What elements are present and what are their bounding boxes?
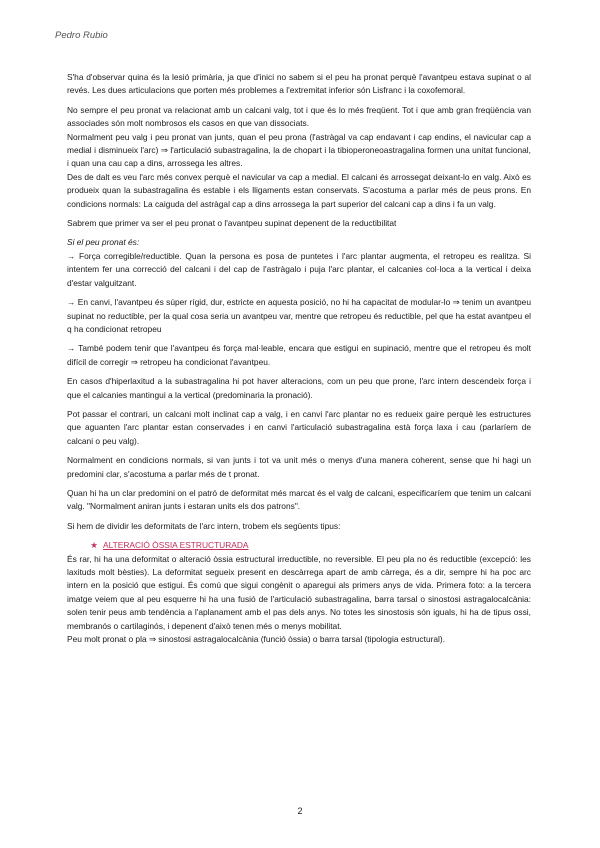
paragraph: Normalment peu valg i peu pronat van junts, quan el peu prona (l'astràgal va cap endavant i cap endins, el navicular cap a medial i disminueix l'arc) ⇒ l'articulació subastragalina, la de chopart i la tibioperoneoastragalina formen una unitat funcional, i quan una cau cap a dins, arrossega les altres. <box>67 131 531 169</box>
paragraph: És rar, hi ha una deformitat o alteració òssia estructural irreductible, no reversible. El peu pla no és reductible (excepció: les laxituds molt bèsties). La deformitat segueix present en descàrrega apart de amb càrrega, és a dir, sempre hi ha poc arc intern en la posició que estigui. És comú que sigui congènit o aparegui als primers anys de vida. Primera foto: a la tercera imatge veiem que al peu esquerre hi ha una fusió de l'articulació subastragalina, barra tarsal o sinostosi astragalocalcània: solen tenir peus amb tendència a l'aplanament amb el pas dels anys. No totes les sinostosis són iguals, hi ha de tipus ossi, membranós o cartilaginós, i depenent d'això tenen més o menys mobilitat. <box>67 553 531 631</box>
paragraph: Pot passar el contrari, un calcani molt inclinat cap a valg, i en canvi l'arc plantar no es redueix gaire perquè les estructures que aguanten l'arc plantar estan conservades i en canvi l'articulació subastragalina està força laxa i cau (parlaríem de calcani o peu valg). <box>67 408 531 446</box>
paragraph: Normalment en condicions normals, si van junts i tot va unit més o menys d'una manera coherent, sense que hi hagi un predomini clar, s'acostuma a parlar més de t pronat. <box>67 455 531 479</box>
star-icon: ★ <box>90 540 98 551</box>
paragraph: Peu molt pronat o pla ⇒ sinostosi astragalocalcània (funció òssia) o barra tarsal (tipologia estructural). <box>67 634 446 645</box>
paragraph: S'ha d'observar quina és la lesió primària, ja que d'inici no sabem si el peu ha pronat perquè l'avantpeu estava supinat o al revés. Les dues articulacions que porten més problemes a l'extremitat inferior són Lisfranc i la coxofemoral. <box>67 72 531 96</box>
paragraph: Quan hi ha un clar predomini on el patró de deformitat més marcat és el valg de calcani, especificaríem que tenim un calcani valg. "Normalment aniran junts i estaran units els dos patrons". <box>67 487 531 512</box>
document-body <box>67 71 531 646</box>
subheading: Si el peu pronat és: <box>67 237 140 248</box>
list-item: → En canvi, l'avantpeu és súper rígid, dur, estricte en aquesta posició, no hi ha capacitat de modular-lo ⇒ tenim un avantpeu supinat no reductible, per la qual cosa seria un avantpeu var, mentre que retropeu és reductible, pel que ha estat avantpeu el q ha condicionat retropeu <box>67 297 531 334</box>
paragraph: En casos d'hiperlaxitud a la subastragalina hi pot haver alteracions, com un peu que prone, l'arc intern descendeix força i que el calcanies mantingui a la vertical (predominaria la pronació). <box>67 376 531 400</box>
paragraph: Sabrem que primer va ser el peu pronat o l'avantpeu supinat depenent de la reductibilitat <box>67 218 397 229</box>
page-header-author: Pedro Rubio <box>55 30 108 41</box>
page-number: 2 <box>297 806 303 816</box>
section-heading <box>67 539 531 552</box>
section-title: ALTERACIÓ ÒSSIA ESTRUCTURADA <box>103 540 249 551</box>
list-item: → Força corregible/reductible. Quan la persona es posa de puntetes i l'arc plantar augmenta, el retropeu es realitza. Si intentem fer una correcció del calcani i del cap de l'astràgalo i puja l'arc plantar, el calcanies col·loca a la vertical i deixa d'estar valguitzant. <box>67 250 531 288</box>
paragraph: Si hem de dividir les deformitats de l'arc intern, trobem els següents tipus: <box>67 520 341 531</box>
list-item: → També podem tenir que l'avantpeu és força mal·leable, encara que estigui en supinació, mentre que el retropeu és molt difícil de corregir ⇒ retropeu ha condicionat l'avantpeu. <box>67 343 531 367</box>
paragraph: No sempre el peu pronat va relacionat amb un calcani valg, tot i que és lo més freqüent. Tot i que amb gran freqüència van associades són molt nombrosos els casos en que van dissociats. <box>67 104 531 129</box>
paragraph: Des de dalt es veu l'arc més convex perquè el navicular va cap a medial. El calcani és arrossegat deixant-lo en valg. Això es produeix quan la subastragalina és estable i els lligaments estan conservats. S'acostuma a parlar més de peus prons. En condicions normals: La caiguda del astràgal cap a dins arrossega la part superior del calcani cap a dins i fa un valg. <box>67 171 531 209</box>
